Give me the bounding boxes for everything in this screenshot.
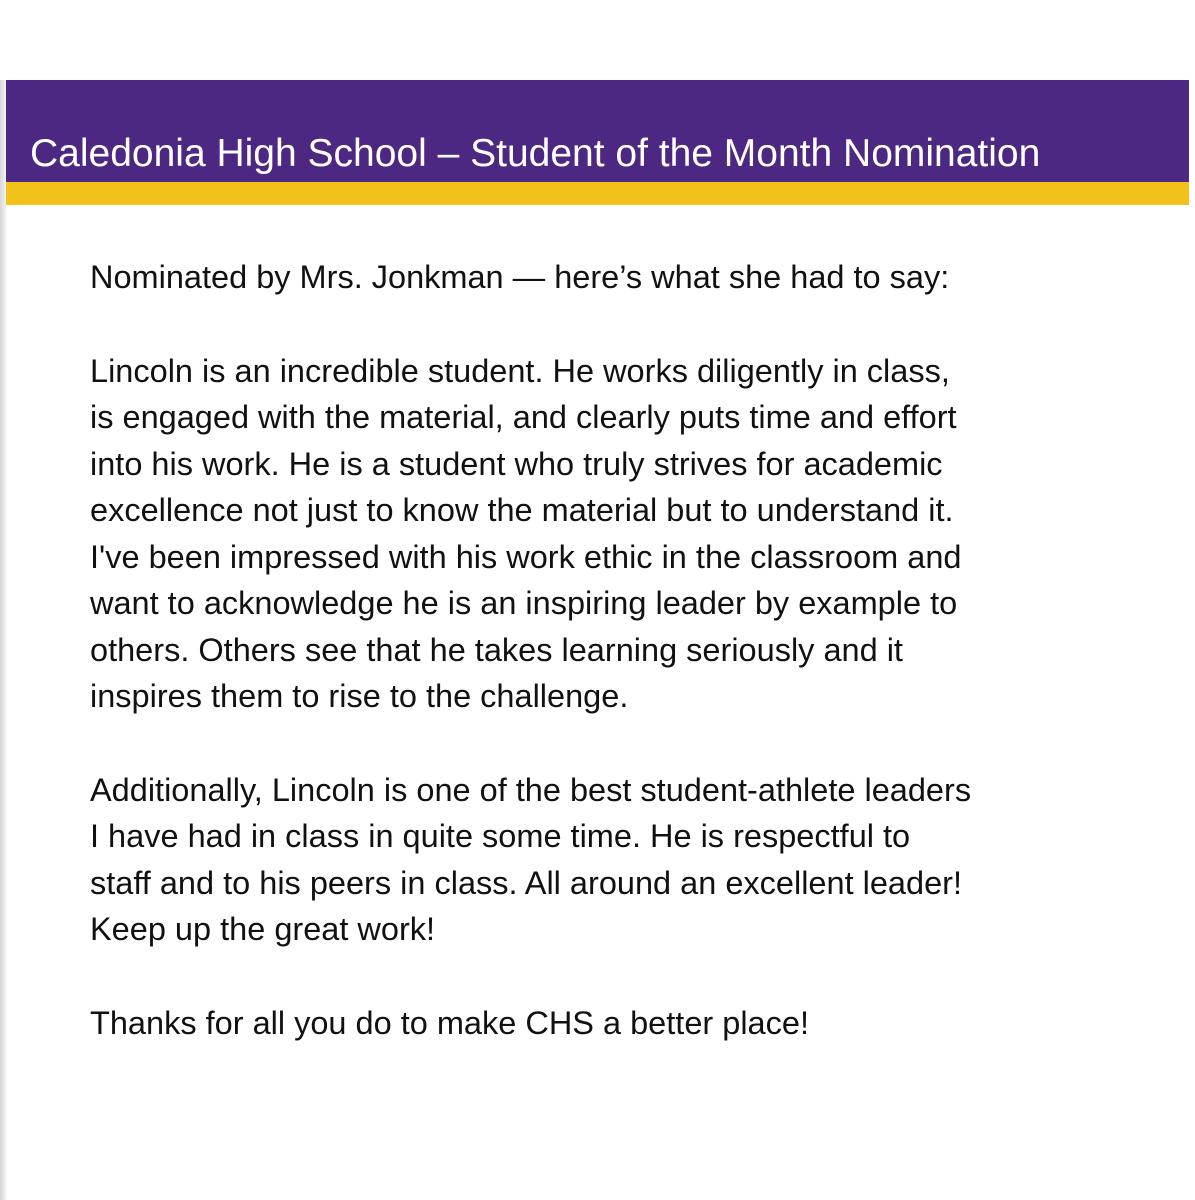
intro-line: Nominated by Mrs. Jonkman — here’s what she had to say: [90, 259, 950, 295]
header-accent-stripe [6, 182, 1189, 205]
nomination-body [90, 254, 1150, 1046]
text-line: I have had in class in quite some time. He is respectful to [90, 818, 911, 854]
text-line: want to acknowledge he is an inspiring leader by example to [90, 585, 958, 621]
text-line: Lincoln is an incredible student. He works diligently in class, [90, 352, 950, 389]
paragraph-additional [90, 767, 1150, 953]
text-line: inspires them to rise to the challenge. [90, 678, 629, 714]
text-line: into his work. He is a student who truly strives for academic [90, 445, 943, 482]
text-line: staff and to his peers in class. All around an excellent leader! [90, 864, 963, 901]
text-line: I've been impressed with his work ethic in the classroom and [90, 538, 962, 575]
top-margin [0, 0, 1195, 80]
text-line: Keep up the great work! [90, 911, 436, 947]
page-title: Caledonia High School – Student of the Month Nomination [30, 132, 1041, 175]
closing-line: Thanks for all you do to make CHS a better place! [90, 1004, 809, 1041]
text-line: excellence not just to know the material but to understand it. [90, 492, 954, 528]
text-line: others. Others see that he takes learning seriously and it [90, 631, 903, 668]
text-line: is engaged with the material, and clearly puts time and effort [90, 399, 957, 435]
text-line: Additionally, Lincoln is one of the best student-athlete leaders [90, 771, 972, 808]
header-banner [6, 80, 1189, 182]
paragraph-testimony [90, 348, 1150, 720]
